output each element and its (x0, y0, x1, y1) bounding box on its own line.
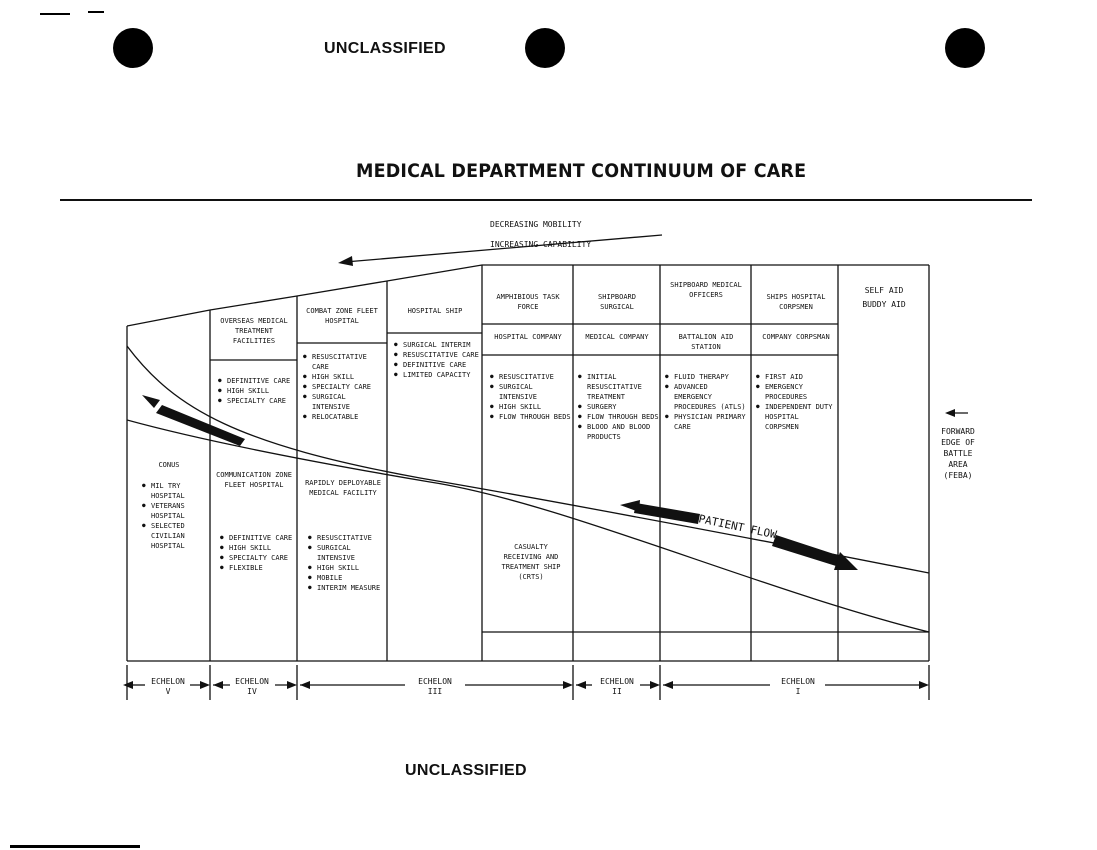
decreasing-mobility-label: DECREASING MOBILITY (490, 220, 582, 229)
comm-zone-item: ● HIGH SKILL (220, 543, 296, 553)
combat-zone-item: ● RESUSCITATIVE CARE (303, 352, 385, 372)
combat-zone-list (303, 352, 385, 422)
medical-company-label: MEDICAL COMPANY (585, 333, 649, 341)
amphibious-item: ● SURGICAL INTENSIVE (490, 382, 572, 402)
echelon-ii (587, 677, 647, 697)
comm-zone-item: ● SPECIALTY CARE (220, 553, 296, 563)
amphibious-list (490, 372, 572, 422)
overseas-item: ● SPECIALTY CARE (218, 396, 298, 406)
crts-label: CASUALTY RECEIVING AND TREATMENT SHIP (CRTS) (501, 543, 561, 581)
combat-zone-item: ● SPECIALTY CARE (303, 382, 385, 392)
echelon-word: ECHELON (235, 677, 269, 686)
comm-zone-list (220, 533, 296, 573)
echelon-numeral: I (795, 687, 801, 696)
shipboard-medical-list (665, 372, 749, 432)
overseas-list (218, 376, 298, 406)
combat-zone-header: COMBAT ZONE FLEET HOSPITAL (306, 307, 378, 325)
rapid-deployable-item: ● HIGH SKILL (308, 563, 386, 573)
overseas-item: ● DEFINITIVE CARE (218, 376, 298, 386)
hospital-ship-item: ● DEFINITIVE CARE (394, 360, 480, 370)
conus-item: ● MIL TRY HOSPITAL (142, 481, 208, 501)
self-aid-header: SELF AID BUDDY AID (862, 286, 906, 309)
corpsmen-item: ● FIRST AID (756, 372, 836, 382)
amphibious-item: ● RESUSCITATIVE (490, 372, 572, 382)
amphibious-header: AMPHIBIOUS TASK FORCE (496, 293, 560, 311)
classification-bottom: UNCLASSIFIED (405, 762, 527, 779)
echelon-word: ECHELON (151, 677, 185, 686)
rapid-deployable-item: ● RESUSCITATIVE (308, 533, 386, 543)
shipboard-medical-item: ● FLUID THERAPY (665, 372, 749, 382)
shipboard-surgical-list (578, 372, 660, 442)
comm-zone-item: ● DEFINITIVE CARE (220, 533, 296, 543)
amphibious-item: ● HIGH SKILL (490, 402, 572, 412)
shipboard-medical-item: ● PHYSICIAN PRIMARY CARE (665, 412, 749, 432)
hospital-company-label: HOSPITAL COMPANY (494, 333, 562, 341)
echelon-word: ECHELON (418, 677, 452, 686)
comm-zone-header: COMMUNICATION ZONE FLEET HOSPITAL (216, 471, 292, 489)
overseas-item: ● HIGH SKILL (218, 386, 298, 396)
amphibious-item: ● FLOW THROUGH BEDS (490, 412, 572, 422)
classification-top: UNCLASSIFIED (324, 40, 446, 57)
echelon-i (768, 677, 828, 697)
echelon-v (138, 677, 198, 697)
combat-zone-item: ● HIGH SKILL (303, 372, 385, 382)
company-corpsman-label: COMPANY CORPSMAN (762, 333, 830, 341)
hospital-ship-item: ● SURGICAL INTERIM (394, 340, 480, 350)
diagram-title: MEDICAL DEPARTMENT CONTINUUM OF CARE (356, 160, 807, 182)
conus-header: CONUS (158, 461, 180, 469)
rapid-deployable-item: ● SURGICAL INTENSIVE (308, 543, 386, 563)
rapid-deployable-item: ● INTERIM MEASURE (308, 583, 386, 593)
rapid-deployable-list (308, 533, 386, 593)
shipboard-medical-item: ● ADVANCED EMERGENCY PROCEDURES (ATLS) (665, 382, 749, 412)
conus-list (142, 481, 208, 551)
conus-item: ● SELECTED CIVILIAN HOSPITAL (142, 521, 208, 551)
echelon-word: ECHELON (781, 677, 815, 686)
shipboard-surgical-item: ● FLOW THROUGH BEDS (578, 412, 660, 422)
overseas-header: OVERSEAS MEDICAL TREATMENT FACILITIES (220, 317, 288, 345)
shipboard-surgical-item: ● INITIAL RESUSCITATIVE TREATMENT (578, 372, 660, 402)
hospital-ship-header: HOSPITAL SHIP (407, 307, 463, 315)
shipboard-medical-header: SHIPBOARD MEDICAL OFFICERS (670, 281, 742, 299)
echelon-iii (405, 677, 465, 697)
combat-zone-item: ● RELOCATABLE (303, 412, 385, 422)
patient-flow-label: PATIENT FLOW (697, 512, 778, 542)
combat-zone-item: ● SURGICAL INTENSIVE (303, 392, 385, 412)
feba-label: FORWARD EDGE OF BATTLE AREA (FEBA) (941, 427, 975, 480)
echelon-word: ECHELON (600, 677, 634, 686)
corpsmen-header: SHIPS HOSPITAL CORPSMEN (766, 293, 826, 311)
echelon-numeral: III (427, 687, 443, 696)
echelon-numeral: IV (247, 687, 257, 696)
conus-item: ● VETERANS HOSPITAL (142, 501, 208, 521)
increasing-capability-label: INCREASING CAPABILITY (490, 240, 592, 249)
rapid-deployable-item: ● MOBILE (308, 573, 386, 583)
corpsmen-list (756, 372, 836, 432)
shipboard-surgical-item: ● SURGERY (578, 402, 660, 412)
echelon-numeral: II (612, 687, 622, 696)
corpsmen-item: ● EMERGENCY PROCEDURES (756, 382, 836, 402)
rapid-deployable-header: RAPIDLY DEPLOYABLE MEDICAL FACILITY (305, 479, 381, 497)
comm-zone-item: ● FLEXIBLE (220, 563, 296, 573)
hospital-ship-item: ● LIMITED CAPACITY (394, 370, 480, 380)
hospital-ship-item: ● RESUSCITATIVE CARE (394, 350, 480, 360)
battalion-aid-label: BATTALION AID STATION (678, 333, 734, 351)
corpsmen-item: ● INDEPENDENT DUTY HOSPITAL CORPSMEN (756, 402, 836, 432)
echelon-numeral: V (165, 687, 171, 696)
hospital-ship-list (394, 340, 480, 380)
shipboard-surgical-item: ● BLOOD AND BLOOD PRODUCTS (578, 422, 660, 442)
shipboard-surgical-header: SHIPBOARD SURGICAL (598, 293, 636, 311)
echelon-iv (222, 677, 282, 697)
